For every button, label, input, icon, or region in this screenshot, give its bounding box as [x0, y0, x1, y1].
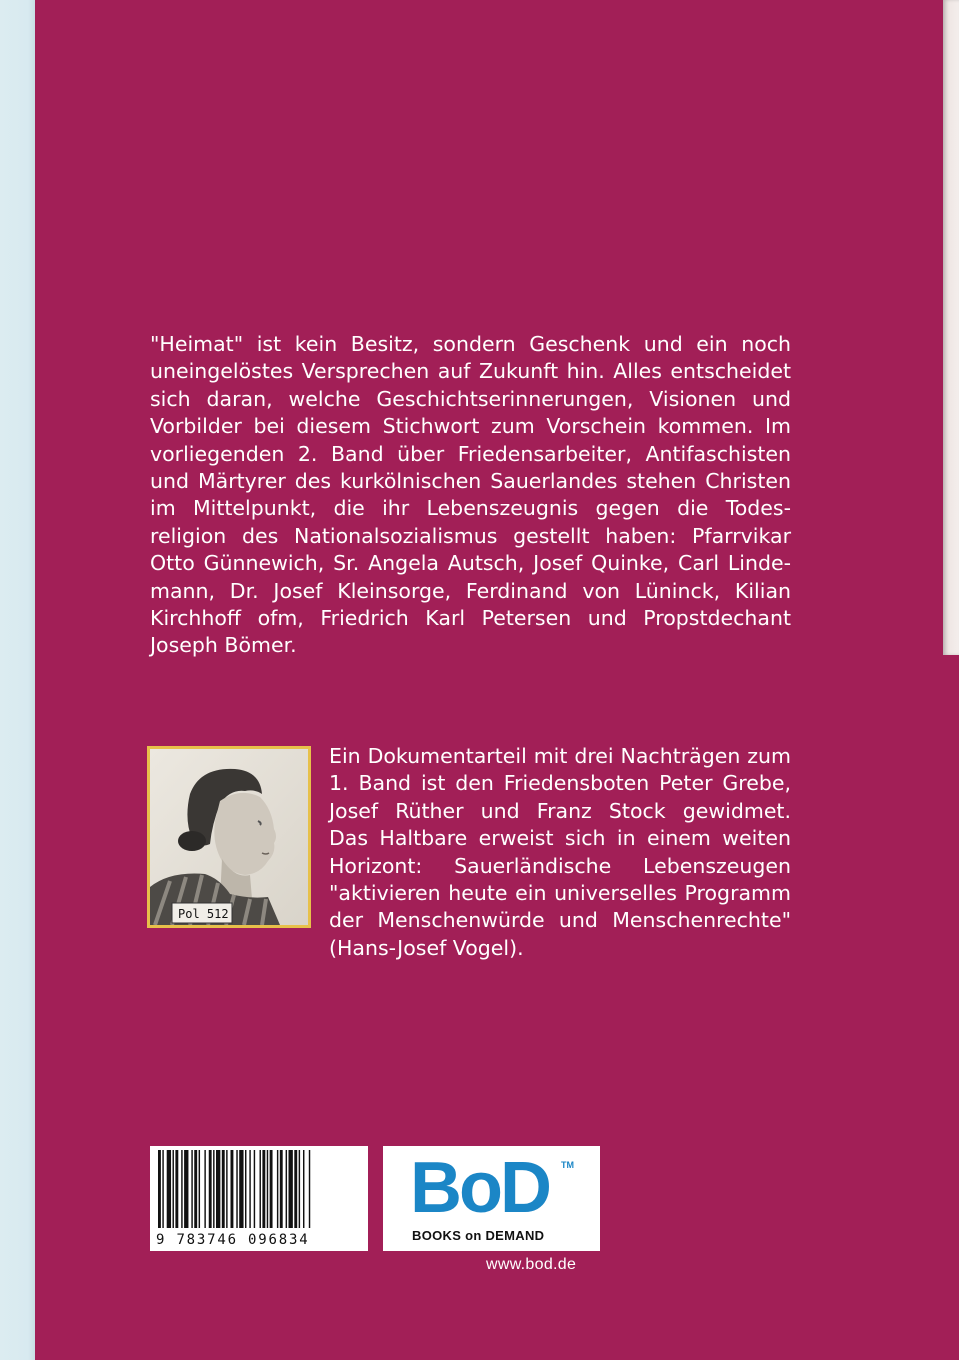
- barcode-bar: [194, 1150, 197, 1228]
- blurb-line: Kirchhoff ofm, Friedrich Karl Petersen und Propstdechant: [150, 606, 791, 631]
- barcode-bar: [236, 1150, 237, 1228]
- portrait-photo: [147, 746, 311, 928]
- barcode-bar: [226, 1150, 227, 1228]
- barcode-bar: [184, 1150, 188, 1228]
- portrait-image: [150, 749, 308, 925]
- barcode-bar: [262, 1150, 265, 1228]
- blurb-line: Vorbilder bei diesem Stichwort zum Vorschein kommen. Im: [150, 414, 791, 439]
- barcode-bar: [294, 1150, 297, 1228]
- bod-logo: [383, 1146, 600, 1251]
- barcode-bars: [150, 1146, 368, 1230]
- barcode-bar: [267, 1150, 268, 1228]
- second-line: Josef Rüther und Franz Stock gewidmet.: [329, 798, 791, 823]
- barcode-bar: [280, 1150, 283, 1228]
- isbn-barcode: [150, 1146, 368, 1251]
- barcode-bar: [270, 1150, 273, 1228]
- blurb-line: Otto Günnewich, Sr. Angela Autsch, Josef Quinke, Carl Linde-: [150, 551, 791, 576]
- blurb-line: und Märtyrer des kurkölnischen Sauerlandes stehen Christen: [150, 469, 791, 494]
- barcode-bar: [199, 1150, 200, 1228]
- barcode-bar: [245, 1150, 246, 1228]
- barcode-bar: [254, 1150, 255, 1228]
- barcode-bar: [222, 1150, 225, 1228]
- barcode-bar: [286, 1150, 287, 1228]
- barcode-bar: [173, 1150, 174, 1228]
- second-line: 1. Band ist den Friedensboten Peter Grebe,: [329, 771, 791, 796]
- barcode-bar: [162, 1150, 163, 1228]
- blurb-line: religion des Nationalsozialismus gestellt haben: Pfarrvikar: [150, 523, 791, 548]
- barcode-bar: [167, 1150, 171, 1228]
- second-line: "aktivieren heute ein universelles Programm: [329, 881, 791, 906]
- publisher-website: www.bod.de: [486, 1256, 577, 1273]
- barcode-bar: [239, 1150, 243, 1228]
- barcode-bar: [231, 1150, 234, 1228]
- barcode-bar: [204, 1150, 205, 1228]
- blurb-line: "Heimat" ist kein Besitz, sondern Geschenk und ein noch: [150, 332, 791, 356]
- barcode-bar: [209, 1150, 212, 1228]
- bod-tagline: BOOKS on DEMAND: [412, 1228, 545, 1243]
- barcode-bar: [191, 1150, 192, 1228]
- blurb-line: Joseph Bömer.: [150, 633, 297, 658]
- second-line: Ein Dokumentarteil mit drei Nachträgen zum: [329, 744, 791, 768]
- barcode-bar: [277, 1150, 278, 1228]
- blurb-line: vorliegenden 2. Band über Friedensarbeiter, Antifaschisten: [150, 441, 791, 466]
- right-page-edge: [943, 0, 959, 655]
- blurb-line: im Mittelpunkt, die ihr Lebenszeugnis gegen die Todes-: [150, 496, 791, 521]
- barcode-bar: [299, 1150, 300, 1228]
- trademark-symbol: TM: [561, 1160, 574, 1170]
- blurb-line: sich daran, welche Geschichtserinnerungen, Visionen und: [150, 386, 791, 411]
- barcode-bar: [216, 1150, 220, 1228]
- barcode-bar: [289, 1150, 293, 1228]
- second-line: der Menschenwürde und Menschenrechte": [329, 908, 791, 933]
- barcode-bar: [213, 1150, 214, 1228]
- barcode-bar: [309, 1150, 310, 1228]
- second-line: Horizont: Sauerländische Lebenszeugen: [329, 853, 791, 878]
- placard-label: Pol 512: [178, 907, 229, 921]
- second-paragraph: [329, 743, 791, 962]
- bod-logo-mark: BoD: [410, 1148, 549, 1228]
- isbn-digits: 9 783746 096834: [156, 1232, 310, 1248]
- left-spine-strip: [0, 0, 35, 1360]
- barcode-bar: [158, 1150, 161, 1228]
- blurb-paragraph: [150, 331, 791, 660]
- barcode-bar: [249, 1150, 250, 1228]
- barcode-bar: [175, 1150, 178, 1228]
- blurb-line: mann, Dr. Josef Kleinsorge, Ferdinand von Lüninck, Kilian: [150, 578, 791, 603]
- barcode-bar: [303, 1150, 304, 1228]
- blurb-line: uneingelöstes Versprechen auf Zukunft hin. Alles entscheidet: [150, 359, 791, 384]
- second-line: Das Haltbare erweist sich in einem weiten: [329, 826, 791, 851]
- second-line: (Hans-Josef Vogel).: [329, 935, 524, 960]
- barcode-bar: [181, 1150, 182, 1228]
- barcode-bar: [260, 1150, 261, 1228]
